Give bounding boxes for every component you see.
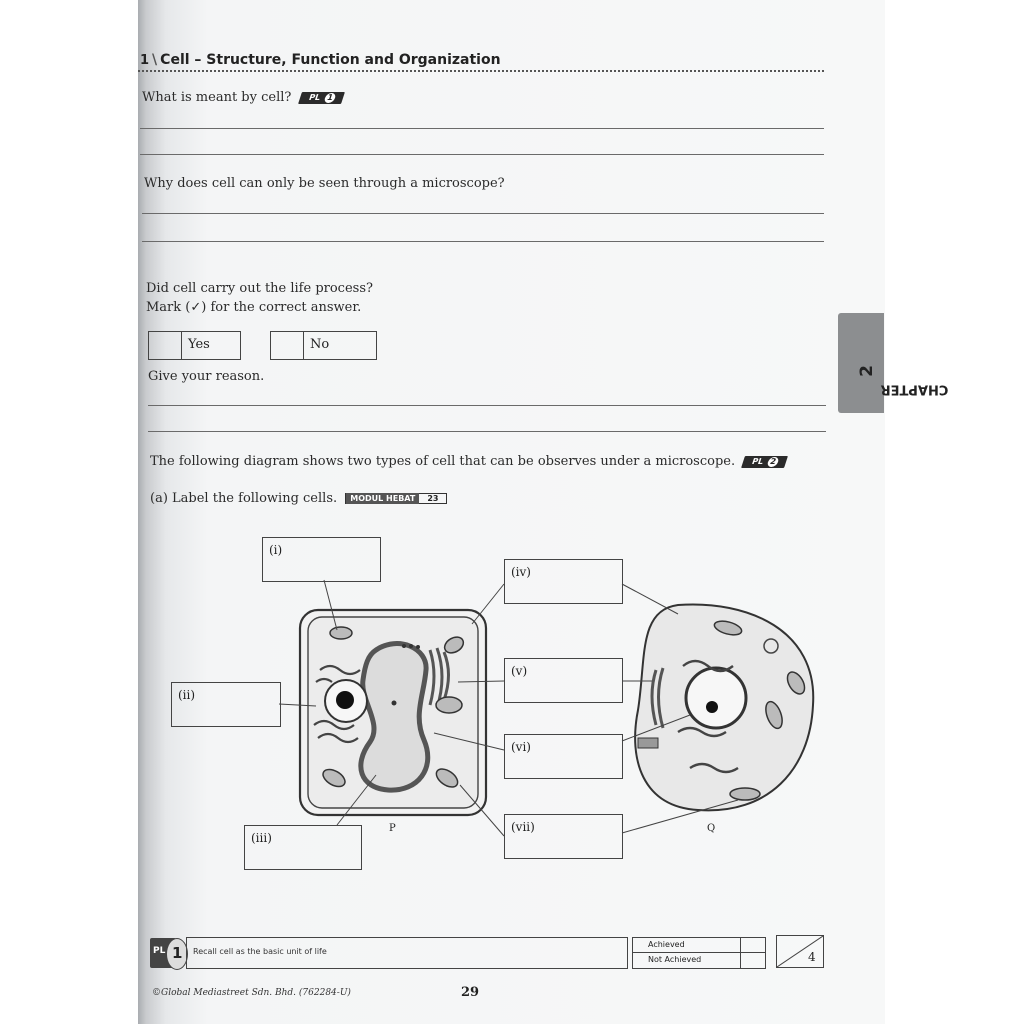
footer-pl-level-circle	[166, 938, 188, 970]
answer-line[interactable]	[140, 154, 824, 155]
page-number: 29	[461, 985, 480, 1000]
pl-badge-level: 2	[767, 457, 780, 467]
answer-line[interactable]	[148, 405, 826, 406]
question-3-instruction: Mark (✓) for the correct answer.	[146, 300, 362, 315]
question-3-line-2	[146, 300, 361, 315]
label-iii: (iii)	[251, 831, 272, 845]
question-4a-text: (a) Label the following cells.	[150, 491, 338, 506]
yes-label: Yes	[188, 337, 210, 352]
reason-prompt	[148, 369, 264, 384]
question-4a	[150, 491, 447, 506]
footer-pl-level: 1	[172, 944, 183, 962]
left-margin	[0, 0, 138, 1024]
label-box-vii[interactable]	[504, 814, 623, 859]
label-box-iii[interactable]	[244, 825, 362, 870]
label-vi: (vi)	[511, 740, 531, 754]
footer-descriptor: Recall cell as the basic unit of life	[193, 947, 327, 956]
footer-descriptor-box	[186, 937, 628, 969]
answer-line[interactable]	[142, 213, 824, 214]
yes-option[interactable]	[148, 331, 241, 360]
chapter-tab-text	[857, 328, 949, 418]
question-2-text: Why does cell can only be seen through a microscope?	[144, 176, 505, 191]
question-3-line-1	[146, 281, 373, 296]
label-vii: (vii)	[511, 820, 535, 834]
section-title: 1 \ Cell – Structure, Function and Organization	[140, 52, 501, 68]
question-3-text: Did cell carry out the life process?	[146, 281, 373, 296]
label-box-iv[interactable]	[504, 559, 623, 604]
achieved-label: Achieved	[648, 940, 685, 949]
not-achieved-label: Not Achieved	[648, 955, 702, 964]
pl-badge-level: 1	[323, 93, 336, 103]
score-divider-icon	[777, 936, 823, 967]
plant-cell	[300, 610, 486, 815]
chapter-tab-label: CHAPTER	[880, 381, 949, 397]
footer-pl-label: PL	[153, 946, 166, 956]
cell-p-label: P	[389, 823, 396, 834]
pl-badge	[741, 456, 788, 468]
score-box	[776, 935, 824, 968]
label-ii: (ii)	[178, 688, 196, 702]
question-4-text: The following diagram shows two types of cell that can be observes under a microscope.	[150, 454, 736, 469]
modul-hebat-badge	[345, 493, 447, 504]
question-4	[150, 454, 786, 469]
yes-checkbox[interactable]	[149, 332, 182, 359]
pl-badge	[298, 92, 345, 104]
answer-line[interactable]	[142, 241, 824, 242]
worksheet-page	[138, 0, 885, 1024]
answer-line[interactable]	[140, 128, 824, 129]
score-value: 4	[808, 950, 816, 964]
label-box-i[interactable]	[262, 537, 381, 582]
section-number: 1	[140, 53, 150, 68]
right-margin	[885, 0, 1024, 1024]
no-label: No	[310, 337, 330, 352]
animal-cell	[635, 604, 813, 810]
chapter-tab[interactable]	[838, 313, 949, 413]
modul-label: MODUL HEBAT	[346, 493, 419, 504]
label-v: (v)	[511, 664, 528, 678]
title-divider	[138, 70, 824, 72]
question-2	[144, 176, 505, 191]
no-checkbox[interactable]	[271, 332, 304, 359]
label-box-vi[interactable]	[504, 734, 623, 779]
question-1	[142, 90, 342, 105]
label-box-v[interactable]	[504, 658, 623, 703]
chapter-tab-number: 2	[857, 365, 877, 377]
label-box-ii[interactable]	[171, 682, 281, 727]
label-i: (i)	[269, 543, 283, 557]
cell-q-label: Q	[707, 823, 716, 834]
question-1-text: What is meant by cell?	[142, 90, 292, 105]
section-title-text: Cell – Structure, Function and Organization	[160, 52, 501, 68]
copyright: ©Global Mediastreet Sdn. Bhd. (762284-U)	[152, 988, 351, 998]
modul-number: 23	[427, 494, 439, 503]
achievement-box	[632, 937, 766, 969]
answer-line[interactable]	[148, 431, 826, 432]
pl-badge-label: PL	[750, 457, 765, 466]
no-option[interactable]	[270, 331, 377, 360]
pl-badge-label: PL	[307, 93, 322, 102]
label-iv: (iv)	[511, 565, 531, 579]
reason-prompt-text: Give your reason.	[148, 369, 265, 384]
